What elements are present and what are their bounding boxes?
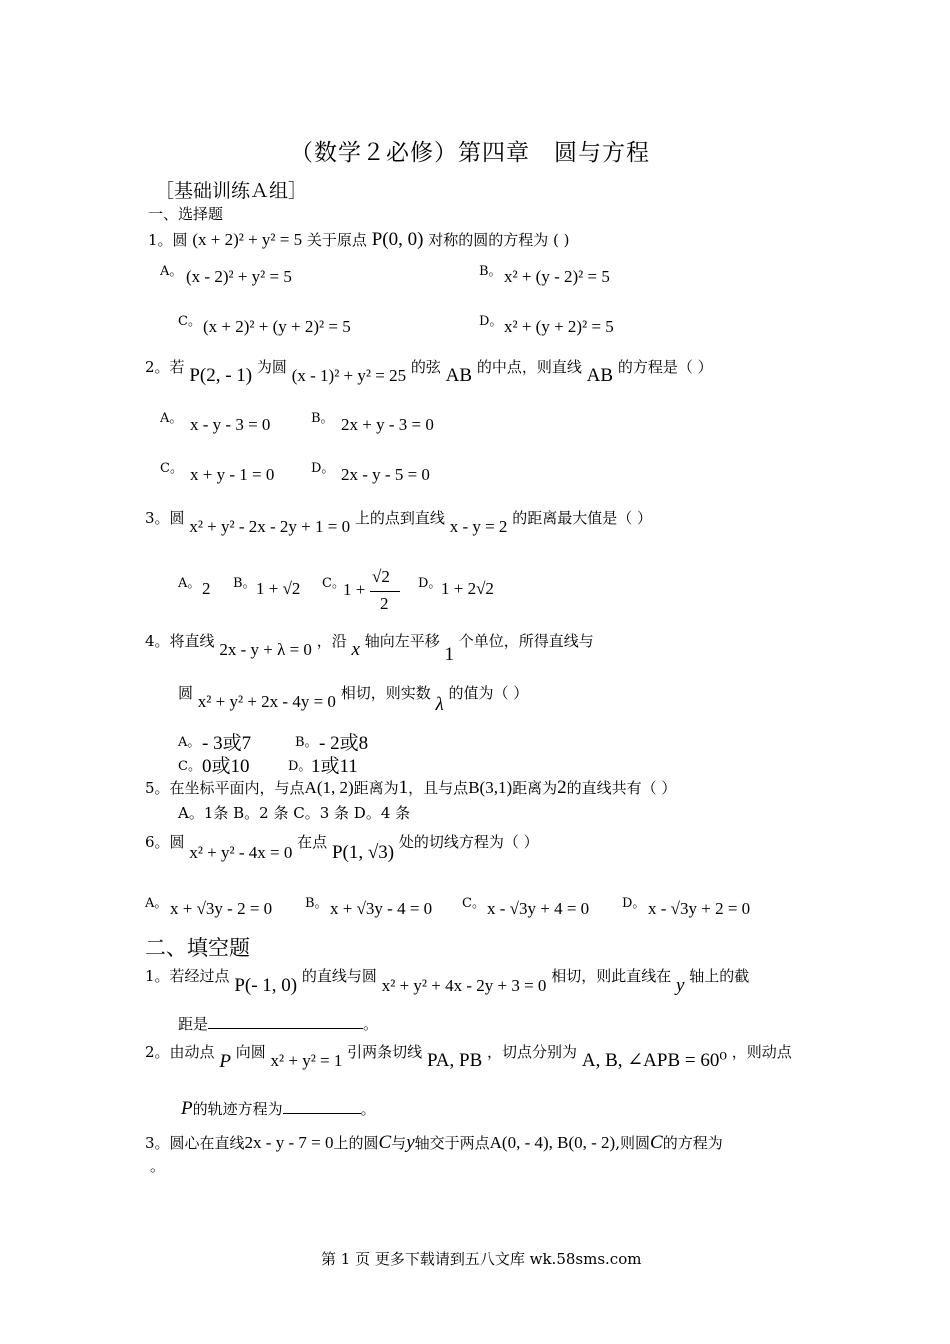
q1-option-b: x² + (y - 2)² = 5 bbox=[504, 267, 610, 286]
q4-l2a: 圆 bbox=[178, 684, 194, 702]
f3-end: 。 bbox=[150, 1157, 166, 1175]
q6-point: P(1, √3) bbox=[331, 842, 395, 863]
q4-stem-line2 bbox=[178, 682, 529, 715]
q1-tail: 对称的圆的方程为 ( ) bbox=[428, 231, 570, 249]
f2-mid3: ，切点分别为 bbox=[487, 1043, 578, 1061]
q1-equation: (x + 2)² + y² = 5 bbox=[192, 230, 303, 249]
q4-option-b: - 2或8 bbox=[319, 733, 369, 754]
f3-tail: 的方程为 bbox=[662, 1134, 723, 1152]
f3-stem bbox=[145, 1132, 723, 1154]
q2-tail: 的方程是（ ） bbox=[617, 358, 713, 376]
q1-mid: 关于原点 bbox=[306, 231, 367, 249]
f2-stem bbox=[145, 1040, 792, 1072]
f2-angle: A, B, ∠APB = 60⁰ bbox=[581, 1050, 727, 1071]
f2-line2 bbox=[181, 1098, 376, 1120]
q4-stem bbox=[145, 630, 594, 665]
q3-option-c-prefix: 1 + bbox=[343, 580, 366, 599]
q2-stem bbox=[145, 356, 713, 386]
q1-option-c-label: C。 bbox=[178, 314, 201, 329]
q1-option-b-label: B。 bbox=[479, 264, 502, 279]
q4-option-c-label: C。 bbox=[178, 759, 201, 774]
q4-line: 2x - y + λ = 0 bbox=[219, 640, 312, 659]
q5-point-a: A(1, 2) bbox=[304, 778, 354, 797]
f1-point: P(- 1, 0) bbox=[234, 975, 298, 996]
q3-option-b-label: B。 bbox=[233, 576, 256, 591]
f2-mid2: 引两条切线 bbox=[347, 1043, 423, 1061]
f3-c: C bbox=[378, 1132, 392, 1153]
f3-line: 2x - y - 7 = 0 bbox=[244, 1133, 334, 1152]
f1-equation: x² + y² + 4x - 2y + 3 = 0 bbox=[381, 976, 547, 995]
q3-tail: 的距离最大值是（ ） bbox=[512, 509, 652, 527]
q6-option-d-label: D。 bbox=[622, 896, 646, 911]
q4-one: 1 bbox=[444, 644, 455, 665]
f1-mid: 的直线与圆 bbox=[301, 967, 377, 985]
q3-num: 3。圆 bbox=[145, 509, 185, 527]
q2-mid2: 的弦 bbox=[410, 358, 441, 376]
q6-tail: 处的切线方程为（ ） bbox=[398, 833, 539, 851]
q1-point: P(0, 0) bbox=[371, 229, 424, 250]
page-title: （数学２必修）第四章 圆与方程 bbox=[290, 140, 650, 166]
q4-option-a-label: A。 bbox=[178, 735, 201, 750]
q4-option-a: - 3或7 bbox=[202, 733, 252, 754]
q6-option-c: x - √3y + 4 = 0 bbox=[487, 899, 590, 918]
f3-mid3: 轴交于两点 bbox=[414, 1134, 490, 1152]
q2-equation: (x - 1)² + y² = 25 bbox=[291, 366, 407, 385]
f3-points: A(0, - 4), B(0, - 2) bbox=[489, 1133, 616, 1152]
f1-tail: 轴上的截 bbox=[689, 967, 750, 985]
f1-end: 。 bbox=[363, 1015, 379, 1033]
section-heading-choice: 一、选择题 bbox=[148, 205, 224, 223]
q5-text4: 距离为 bbox=[512, 779, 558, 797]
q3-stem bbox=[145, 507, 652, 536]
q2-num: 2。若 bbox=[145, 358, 185, 376]
q1-option-d: x² + (y + 2)² = 5 bbox=[504, 317, 614, 336]
q4-option-c: 0或10 bbox=[202, 756, 250, 777]
f3-y: y bbox=[406, 1132, 415, 1153]
q5-point-b: B(3,1) bbox=[468, 778, 513, 797]
q6-option-d: x - √3y + 2 = 0 bbox=[648, 899, 751, 918]
f1-line2-text: 距是 bbox=[178, 1015, 209, 1033]
q6-equation: x² + y² - 4x = 0 bbox=[189, 843, 293, 862]
q3-option-c-numerator: √2 bbox=[372, 567, 390, 586]
q6-option-c-label: C。 bbox=[462, 896, 485, 911]
q2-option-a: x - y - 3 = 0 bbox=[190, 415, 271, 434]
f3-mid2: 与 bbox=[391, 1134, 407, 1152]
q4-l2b: 相切，则实数 bbox=[340, 684, 431, 702]
f2-mid: 向圆 bbox=[235, 1043, 266, 1061]
q3-mid: 上的点到直线 bbox=[354, 509, 445, 527]
q2-ab: AB bbox=[445, 365, 473, 386]
f1-y: y bbox=[676, 975, 685, 996]
fraction-bar bbox=[370, 591, 400, 592]
q4-x: x bbox=[351, 639, 360, 660]
q4-tail: 个单位，所得直线与 bbox=[458, 632, 594, 650]
q3-option-a: 2 bbox=[202, 579, 211, 598]
q2-option-a-label: A。 bbox=[160, 411, 183, 426]
q4-l2c: 的值为（ ） bbox=[448, 684, 529, 702]
f3-c-2: C bbox=[650, 1132, 663, 1153]
q6-option-a-label: A。 bbox=[145, 896, 168, 911]
q5-text2: 距离为 bbox=[353, 779, 399, 797]
q5-distance-1: 1 bbox=[398, 777, 409, 798]
q4-option-b-label: B。 bbox=[295, 735, 318, 750]
q1-stem bbox=[148, 229, 569, 251]
q6-num: 6。圆 bbox=[145, 833, 185, 851]
page-footer: 第 1 页 更多下载请到五八文库 wk.58sms.com bbox=[321, 1250, 642, 1268]
q2-point: P(2, - 1) bbox=[189, 365, 253, 386]
answer-blank[interactable] bbox=[283, 1099, 361, 1114]
q6-option-b-label: B。 bbox=[305, 896, 328, 911]
q5-stem bbox=[145, 777, 676, 799]
q4-num: 4。将直线 bbox=[145, 632, 215, 650]
q4-mid2: 轴向左平移 bbox=[364, 632, 440, 650]
q3-option-c-denominator: 2 bbox=[380, 594, 389, 613]
q4-option-d: 1或11 bbox=[311, 756, 358, 777]
f2-p: P bbox=[219, 1051, 231, 1072]
q6-option-b: x + √3y - 4 = 0 bbox=[330, 899, 433, 918]
f2-papb: PA, PB bbox=[426, 1050, 483, 1071]
f2-equation: x² + y² = 1 bbox=[270, 1051, 343, 1070]
f2-p-2: P bbox=[181, 1098, 193, 1119]
q4-lambda: λ bbox=[435, 694, 444, 715]
f1-num: 1。若经过点 bbox=[145, 967, 230, 985]
q5-distance-2: 2 bbox=[557, 777, 567, 798]
f3-mid: 上的圆 bbox=[333, 1134, 379, 1152]
q4-equation: x² + y² + 2x - 4y = 0 bbox=[197, 692, 336, 711]
section-heading-fill: 二、填空题 bbox=[145, 936, 250, 960]
q1-num: 1。圆 bbox=[148, 231, 188, 249]
q3-option-d: 1 + 2√2 bbox=[441, 579, 494, 598]
q5-text1: 5。在坐标平面内，与点 bbox=[145, 779, 305, 797]
q1-option-a: (x - 2)² + y² = 5 bbox=[186, 267, 292, 286]
subtitle: ［基础训练Ａ组］ bbox=[155, 180, 308, 202]
q3-option-b: 1 + √2 bbox=[256, 579, 301, 598]
f2-tail: ，则动点 bbox=[731, 1043, 792, 1061]
q2-mid3: 的中点，则直线 bbox=[476, 358, 582, 376]
q2-option-b-label: B。 bbox=[311, 411, 334, 426]
q6-stem bbox=[145, 831, 539, 863]
q3-option-a-label: A。 bbox=[178, 576, 201, 591]
f2-end: 。 bbox=[360, 1100, 376, 1118]
q5-text5: 的直线共有（ ） bbox=[566, 779, 677, 797]
f1-line2 bbox=[178, 1013, 378, 1034]
f2-num: 2。由动点 bbox=[145, 1043, 215, 1061]
q6-mid: 在点 bbox=[297, 833, 328, 851]
f3-mid4: ,则圆 bbox=[615, 1134, 651, 1152]
f2-line2-text: 的轨迹方程为 bbox=[192, 1100, 283, 1118]
f1-mid2: 相切，则此直线在 bbox=[551, 967, 672, 985]
q2-option-c: x + y - 1 = 0 bbox=[190, 465, 275, 484]
q6-option-a: x + √3y - 2 = 0 bbox=[170, 899, 273, 918]
q5-text3: ，且与点 bbox=[408, 779, 469, 797]
q2-option-d-label: D。 bbox=[311, 461, 335, 476]
q3-option-c-label: C。 bbox=[322, 576, 345, 591]
q2-option-d: 2x - y - 5 = 0 bbox=[341, 465, 430, 484]
q3-equation: x² + y² - 2x - 2y + 1 = 0 bbox=[189, 517, 351, 536]
q2-option-c-label: C。 bbox=[160, 461, 183, 476]
q2-option-b: 2x + y - 3 = 0 bbox=[341, 415, 434, 434]
f3-num: 3。圆心在直线 bbox=[145, 1134, 245, 1152]
q2-ab-2: AB bbox=[586, 365, 614, 386]
q1-option-c: (x + 2)² + (y + 2)² = 5 bbox=[203, 317, 351, 336]
q2-mid1: 为圆 bbox=[256, 358, 287, 376]
q3-line: x - y = 2 bbox=[449, 517, 508, 536]
q1-option-a-label: A。 bbox=[160, 264, 183, 279]
f1-stem bbox=[145, 965, 750, 996]
answer-blank[interactable] bbox=[208, 1014, 363, 1029]
q4-mid1: ，沿 bbox=[316, 632, 347, 650]
q1-option-d-label: D。 bbox=[479, 314, 503, 329]
q4-option-d-label: D。 bbox=[288, 759, 312, 774]
q5-options: A。1条 B。2 条 C。3 条 D。4 条 bbox=[178, 804, 411, 822]
q3-option-d-label: D。 bbox=[418, 576, 442, 591]
